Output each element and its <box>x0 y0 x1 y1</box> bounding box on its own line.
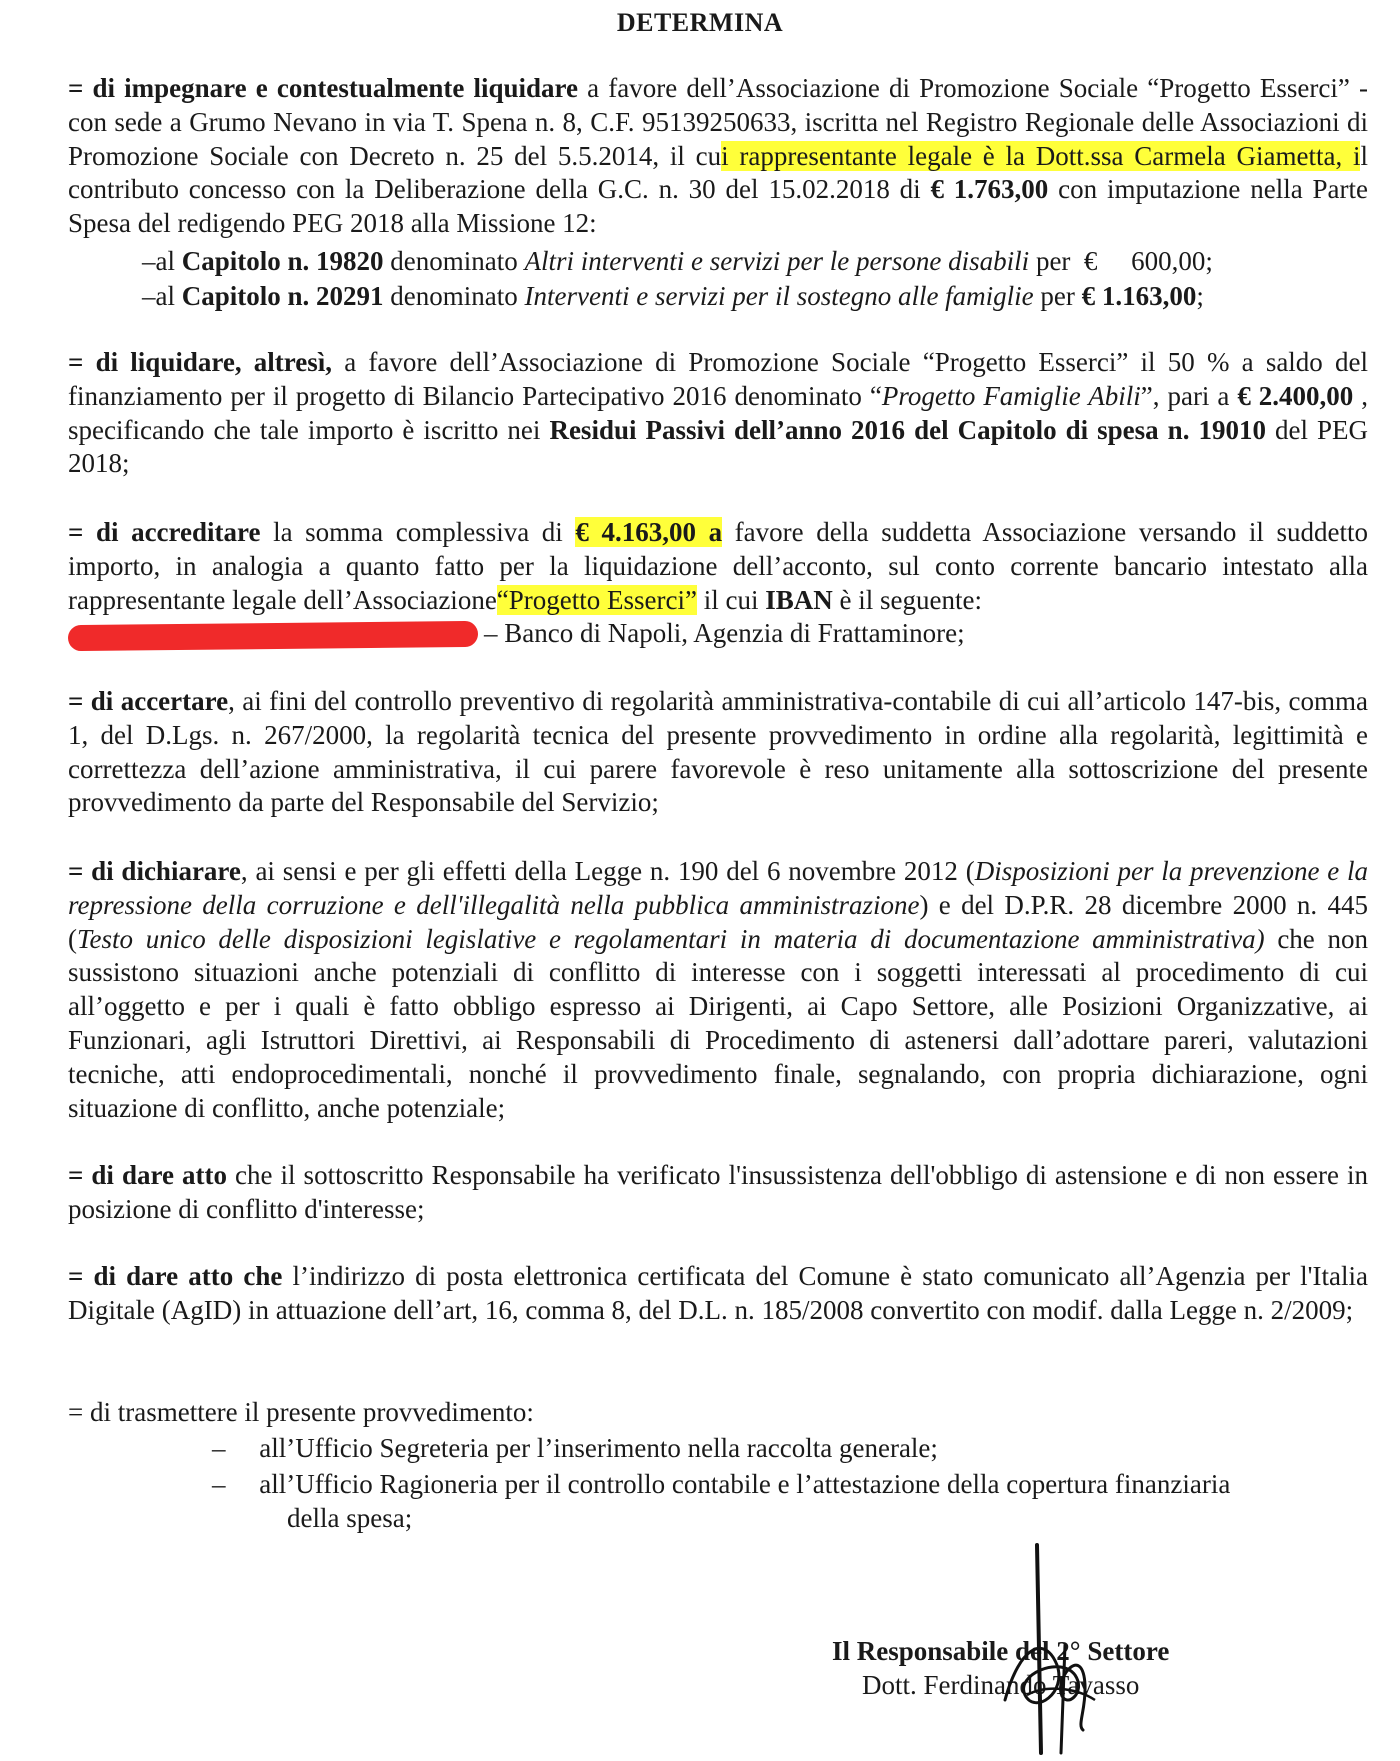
redacted-iban <box>68 621 478 651</box>
highlighted-amount: € 4.163,00 a <box>575 517 723 547</box>
paragraph-liquidare: = di liquidare, altresì, a favore dell’Associazione di Promozione Sociale “Progetto Esserci” il 50 % a saldo del finanziamento per il progetto di Bilancio Partecipativo 2016 denominato “Progetto Famiglie Abili”, pari a € 2.400,00 , specificando che tale importo è iscritto nei Residui Passivi dell’anno 2016 del Capitolo di spesa n. 19010 del PEG 2018; <box>68 347 1369 479</box>
highlighted-text: i rappresentante legale è la Dott.ssa Carmela Giametta, i <box>721 140 1361 171</box>
paragraph-accertare: = di accertare, ai fini del controllo preventivo di regolarità amministrativa-contabile di cui all’articolo 147-bis, comma 1, del D.Lgs. n. 267/2000, la regolarità tecnica del presente provvedimento in ordine alla regolarità, legittimità e correttezza dell’azione amministrativa, il cui parere favorevole è reso unitamente alla sottoscrizione del presente provvedimento da parte del Responsabile del Servizio; <box>68 686 1369 818</box>
handwritten-signature <box>965 1525 1145 1755</box>
paragraph-dichiarare: = di dichiarare, ai sensi e per gli effetti della Legge n. 190 del 6 novembre 2012 (Disposizioni per la prevenzione e la repressione della corruzione e dell'illegalità nella pubblica amministrazione) e del D.P.R. 28 dicembre 2000 n. 445 (Testo unico delle disposizioni legislative e regolamentari in materia di documentazione amministrativa) che non sussistono situazioni anche potenziali di conflitto di interesse con i soggetti interessati al procedimento di cui all’oggetto e per i quali è fatto obbligo espresso ai Dirigenti, ai Capo Settore, alle Posizioni Organizzative, ai Funzionari, agli Istruttori Direttivi, ai Responsabili di Procedimento di astenersi dall’adottare pareri, valutazioni tecniche, atti endoprocedimentali, nonché il provvedimento finale, segnalando, con propria dichiarazione, ogni situazione di conflitto, anche potenziale; <box>68 856 1368 1123</box>
list-item: –al Capitolo n. 19820 denominato Altri interventi e servizi per le persone disabili per € 600,00; <box>142 246 1213 276</box>
list-item: –al Capitolo n. 20291 denominato Interventi e servizi per il sostegno alle famiglie per € 1.163,00; <box>142 281 1204 311</box>
clause-lead: = di liquidare, altresì, <box>68 347 333 377</box>
clause-lead: = di accertare <box>68 686 229 716</box>
document-title: DETERMINA <box>616 8 784 37</box>
signatory-role: Il Responsabile del 2° Settore <box>832 1636 1170 1666</box>
clause-lead: = di dare atto <box>68 1160 227 1190</box>
paragraph-impegnare: = di impegnare e contestualmente liquidare a favore dell’Associazione di Promozione Sociale “Progetto Esserci” - con sede a Grumo Nevano in via T. Spena n. 8, C.F. 95139250633, iscritta nel Registro Regionale delle Associazioni di Promozione Sociale con Decreto n. 25 del 5.5.2014, il cui rappresentante legale è la Dott.ssa Carmela Giametta, il contributo concesso con la Deliberazione della G.C. n. 30 del 15.02.2018 di € 1.763,00 con imputazione nella Parte Spesa del redigendo PEG 2018 alla Missione 12: <box>68 73 1369 239</box>
signatory-name: Dott. Ferdinando Tavasso <box>862 1670 1140 1700</box>
list-item: – all’Ufficio Ragioneria per il controllo contabile e l’attestazione della copertura finanziaria <box>212 1469 1231 1499</box>
clause-lead: = di accreditare <box>68 517 261 547</box>
amount: € 1.763,00 <box>930 174 1049 205</box>
list-item: – all’Ufficio Segreteria per l’inserimento nella raccolta generale; <box>212 1433 938 1463</box>
highlighted-name: “Progetto Esserci” <box>496 584 697 615</box>
clause-lead: = di dichiarare <box>68 856 241 886</box>
list-item-continuation: della spesa; <box>287 1503 413 1533</box>
paragraph-trasmettere: = di trasmettere il presente provvedimento: <box>68 1397 534 1427</box>
amount: € 2.400,00 <box>1237 380 1354 411</box>
clause-lead: = di impegnare e contestualmente liquidare <box>68 73 579 103</box>
paragraph-accreditare: = di accreditare la somma complessiva di € 4.163,00 a favore della suddetta Associazione versando il suddetto importo, in analogia a quanto fatto per la liquidazione dell’acconto, sul conto corrente bancario intestato alla rappresentante legale dell’Associazione“Progetto Esserci” il cui IBAN è il seguente: – Banco di Napoli, Agenzia di Frattaminore; <box>68 516 1368 651</box>
clause-lead: = di dare atto che <box>68 1261 283 1291</box>
paragraph-dare-atto-1: = di dare atto che il sottoscritto Responsabile ha verificato l'insussistenza dell'obbligo di astensione e di non essere in posizione di conflitto d'interesse; <box>68 1160 1368 1224</box>
paragraph-dare-atto-2: = di dare atto che l’indirizzo di posta elettronica certificata del Comune è stato comunicato all’Agenzia per l'Italia Digitale (AgID) in attuazione dell’art, 16, comma 8, del D.L. n. 185/2008 convertito con modif. dalla Legge n. 2/2009; <box>68 1261 1368 1325</box>
